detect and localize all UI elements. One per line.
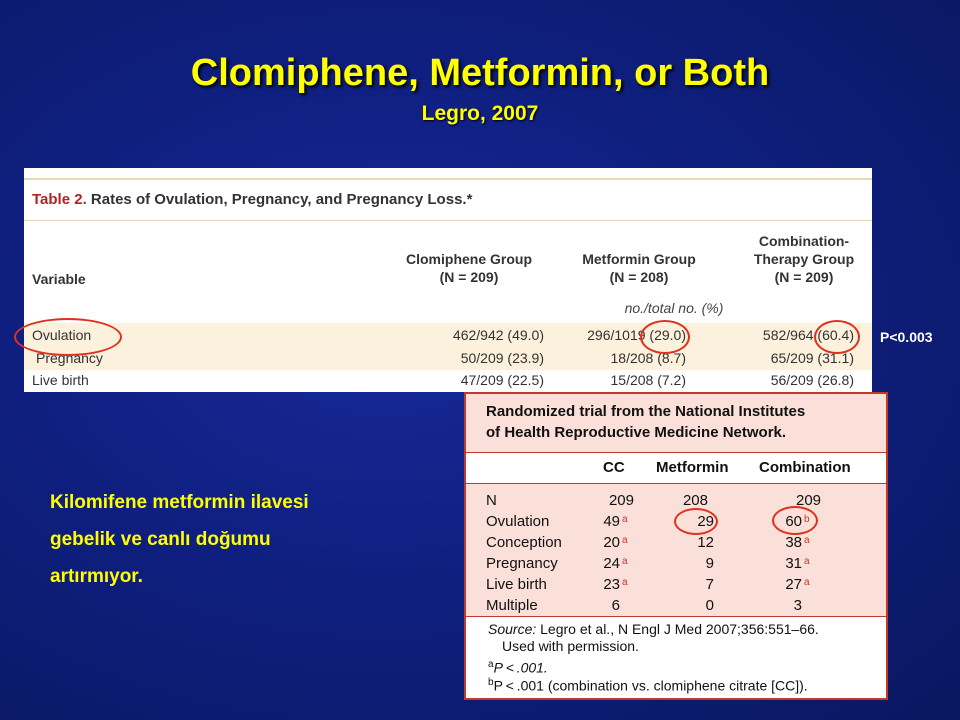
- cell-combination: 27: [785, 576, 802, 593]
- table2-variable-header: Variable: [32, 271, 86, 287]
- footnote-marker: a: [804, 556, 810, 567]
- header-combination: Combination: [759, 459, 851, 476]
- highlight-ring-ovulation: [14, 318, 122, 356]
- panel-title-line2: of Health Reproductive Medicine Network.: [486, 424, 787, 441]
- header-metformin: Metformin: [656, 459, 729, 476]
- footnote-a-marker: a: [488, 659, 494, 670]
- cell-value: 296/1019 (29.0): [587, 327, 686, 343]
- footnote-marker: a: [622, 577, 628, 588]
- row-variable: Live birth: [32, 372, 89, 388]
- header-cc: CC: [603, 459, 625, 476]
- table-row: [466, 553, 886, 574]
- footnote-b: [488, 674, 808, 695]
- cell-combination: 3: [793, 597, 802, 614]
- panel-title-line1: Randomized trial from the National Institutes: [486, 403, 806, 420]
- source-text: Legro et al., N Engl J Med 2007;356:551–66.: [536, 621, 819, 637]
- cell-metformin: 12: [697, 534, 714, 551]
- row-variable: Multiple: [486, 597, 538, 614]
- cell-value: 47/209 (22.5): [460, 372, 544, 388]
- panel-footer: [466, 616, 886, 694]
- footnote-marker: a: [622, 514, 628, 525]
- row-variable: Pregnancy: [486, 555, 558, 572]
- table-row: [466, 490, 886, 511]
- cell-combination: 31: [785, 555, 802, 572]
- cell-metformin: 9: [705, 555, 714, 572]
- row-variable: Pregnancy: [36, 350, 103, 366]
- highlight-ring-combination: [772, 506, 818, 535]
- body-line: gebelik ve canlı doğumu: [50, 529, 271, 550]
- cell-metformin: 29: [697, 513, 714, 530]
- cell-value: 18/208 (8.7): [610, 350, 686, 366]
- row-variable: Live birth: [486, 576, 547, 593]
- panel-title: [466, 394, 886, 452]
- col-combination-line1: Therapy Group: [753, 251, 855, 267]
- footnote-marker: b: [804, 514, 810, 525]
- table-row: [24, 346, 872, 370]
- body-line: artırmıyor.: [50, 566, 143, 587]
- cell-value: 56/209 (26.8): [770, 372, 854, 388]
- highlight-ring-metformin: [674, 508, 718, 535]
- col-metformin-line2: (N = 208): [609, 269, 669, 285]
- cell-value: 15/208 (7.2): [610, 372, 686, 388]
- cell-value: 462/942 (49.0): [452, 327, 544, 343]
- col-metformin-line1: Metformin Group: [582, 251, 696, 267]
- cell-combination: 38: [785, 534, 802, 551]
- row-variable: Ovulation: [32, 327, 92, 343]
- footnote-b-text: P < .001 (combination vs. clomiphene citrate [CC]).: [493, 677, 808, 694]
- body-line: Kilomifene metformin ilavesi: [50, 492, 309, 513]
- col-combination-line2: (N = 209): [774, 269, 834, 285]
- cell-cc: 49: [603, 513, 620, 530]
- p-value-note: P<0.003: [880, 329, 933, 345]
- table2-label: Table 2.: [32, 191, 87, 208]
- row-variable: N: [486, 492, 497, 509]
- table2-caption: [24, 178, 872, 221]
- footnote-marker: a: [622, 535, 628, 546]
- cell-combination: 209: [796, 492, 822, 509]
- table2-units: no./total no. (%): [624, 300, 724, 316]
- table2-col-combination: [739, 232, 869, 286]
- cell-metformin: 0: [705, 597, 714, 614]
- cell-metformin: 7: [705, 576, 714, 593]
- table2-col-metformin: [559, 250, 719, 286]
- table-row: [24, 368, 872, 392]
- footnote-b-marker: b: [488, 677, 494, 688]
- cell-cc: 23: [603, 576, 620, 593]
- source-permission: Used with permission.: [502, 638, 639, 654]
- cell-cc: 6: [611, 597, 620, 614]
- table-row: [466, 595, 886, 616]
- table-row: [24, 323, 872, 347]
- footnote-marker: a: [622, 556, 628, 567]
- footnote-marker: a: [804, 535, 810, 546]
- slide-subtitle: Legro, 2007: [421, 102, 539, 125]
- cell-value: 50/209 (23.9): [460, 350, 544, 366]
- table-row: [466, 574, 886, 595]
- cell-cc: 209: [608, 492, 634, 509]
- table-row: [466, 532, 886, 553]
- table2-col-clomiphene: [379, 250, 559, 286]
- footnote-a-text: P < .001.: [493, 659, 548, 676]
- cell-metformin: 208: [682, 492, 708, 509]
- source-line: [488, 621, 819, 638]
- footnote-marker: a: [804, 577, 810, 588]
- source-label: Source:: [488, 621, 537, 637]
- panel-header-row: [466, 452, 886, 484]
- col-clomiphene-line1: Clomiphene Group: [406, 251, 532, 267]
- cell-combination: 60: [785, 513, 802, 530]
- row-variable: Conception: [486, 534, 562, 551]
- trial-panel: [464, 392, 888, 700]
- cell-value: 582/964 (60.4): [762, 327, 854, 343]
- col-combination-line0: Combination-: [758, 233, 850, 249]
- panel-body: [466, 484, 886, 616]
- cell-value: 65/209 (31.1): [770, 350, 854, 366]
- cell-cc: 24: [603, 555, 620, 572]
- body-text: [50, 484, 430, 595]
- cell-cc: 20: [603, 534, 620, 551]
- highlight-ring-combination-ovulation: [814, 320, 860, 354]
- highlight-ring-metformin-ovulation: [640, 320, 690, 354]
- slide-title: Clomiphene, Metformin, or Both: [190, 52, 770, 94]
- row-variable: Ovulation: [486, 513, 550, 530]
- col-clomiphene-line2: (N = 209): [439, 269, 499, 285]
- table2-name: Rates of Ovulation, Pregnancy, and Pregnancy Loss.*: [90, 191, 473, 208]
- table2: [24, 168, 872, 392]
